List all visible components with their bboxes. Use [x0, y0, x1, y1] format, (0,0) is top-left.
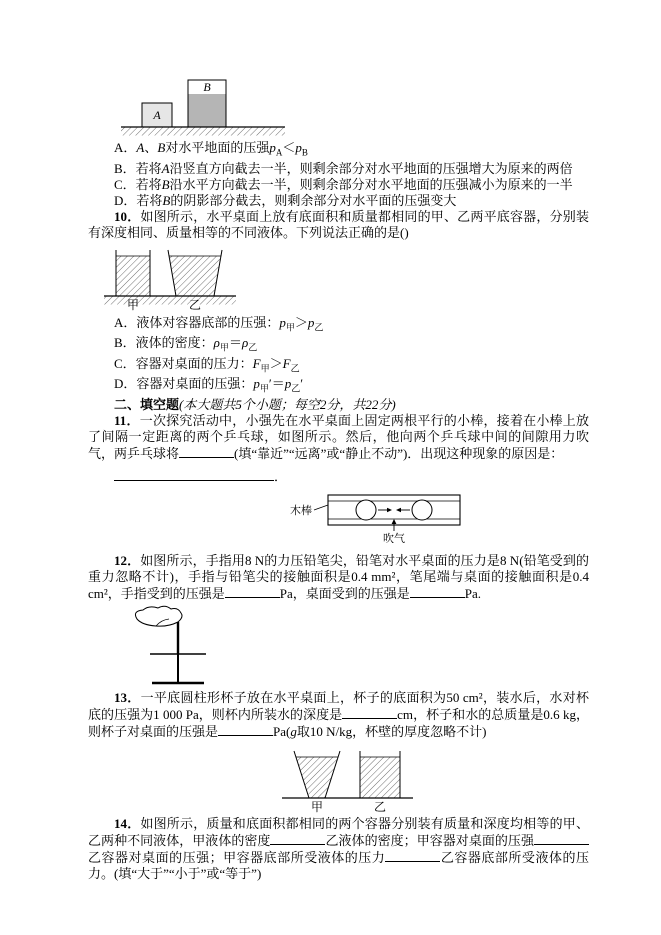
- container-yi-label: 乙: [188, 297, 202, 311]
- blank-underline: [410, 585, 465, 598]
- blow-arrowhead: [392, 519, 397, 524]
- q11-answer-line: ．: [88, 468, 589, 485]
- blocks-figure: [118, 70, 288, 136]
- right-ball-arrowhead: [396, 508, 401, 513]
- q14-stem: 14．如图所示，质量和底面积都相同的两个容器分别装有质量和深度均相等的甲、乙两种不同液体，甲液体的密度 乙液体的密度；甲容器对桌面的压强乙容器对桌面的压强；甲容器底部所受液体的压力 乙容器底部所受液体的压力。(填“大于”“小于”或“等于”): [88, 815, 589, 881]
- q9-option-d: D．若将B的阴影部分截去，则剩余部分对水平面的压强变大: [114, 192, 457, 208]
- blank-underline: [385, 849, 440, 862]
- q10-option-b: B．液体的密度：$\rho_甲=\rho_乙$: [114, 335, 258, 353]
- pingpong-figure: [288, 491, 473, 543]
- q10-stem: 10．如图所示，水平桌面上放有底面积和质量都相同的甲、乙两平底容器，分别装有深度相同、质量相等的不同液体。下列说法正确的是(): [88, 208, 589, 240]
- block-a-label: A: [153, 108, 161, 122]
- block-b-label: B: [203, 80, 211, 94]
- stick-label: 木棒: [290, 504, 312, 517]
- block-b-shaded-part: [189, 94, 226, 127]
- container-yi-liquid: [361, 757, 400, 798]
- q9-option-b: B．若将A沿竖直方向截去一半，则剩余部分对水平地面的压强增大为原来的两倍: [114, 160, 573, 176]
- q13-stem: 13．一平底圆柱形杯子放在水平桌面上，杯子的底面积为50 cm²，装水后，水对杯底的压强为1 000 Pa，则杯内所装水的深度是 cm，杯子和水的总质量是0.6 kg，则杯子对桌面的压强是 Pa(g取10 N/kg，杯壁的厚度忽略不计): [88, 689, 589, 739]
- blank-underline: [179, 445, 234, 458]
- ground-hatch: [104, 296, 236, 304]
- container-jia-liquid: [117, 256, 150, 296]
- blank-underline: [225, 585, 280, 598]
- q12-stem: 12．如图所示，手指用8 N的力压铅笔尖，铅笔对水平桌面的压力是8 N(铅笔受到的重力忽略不计)，手指与铅笔尖的接触面积是0.4 mm²，笔尾端与桌面的接触面积是0.4 cm²，手指受到的压强是 Pa，桌面受到的压强是 Pa.: [88, 552, 589, 601]
- container-jia-label: 甲: [126, 297, 140, 311]
- blank-underline: [534, 832, 589, 845]
- q10-option-d: D．容器对桌面的压强：$p_甲'=p_乙'$: [114, 376, 304, 394]
- blank-underline: [342, 706, 397, 719]
- pencil: [177, 622, 179, 654]
- container-yi-label: 乙: [373, 799, 387, 814]
- left-ball-arrowhead: [387, 508, 392, 513]
- pingpong-ball-right: [412, 500, 432, 520]
- container-yi-liquid: [169, 256, 221, 296]
- blank-underline: [270, 832, 325, 845]
- blank-underline: [218, 723, 273, 736]
- containers-figure-q14: [280, 746, 415, 814]
- containers-figure-q10: [100, 245, 240, 311]
- stick-pointer-line: [314, 505, 328, 510]
- q9-option-c: C．若将B沿水平方向截去一半，则剩余部分对水平地面的压强减小为原来的一半: [114, 176, 573, 192]
- ground-hatch: [121, 128, 285, 136]
- q10-option-a: A．液体对容器底部的压强：$p_甲>p_乙$: [114, 314, 324, 333]
- blank-underline: [114, 468, 274, 481]
- hand-pencil-figure: [116, 604, 241, 688]
- container-jia-label: 甲: [310, 799, 324, 814]
- q9-option-a: A．A、B对水平地面的压强$p_A<p_B$: [114, 140, 308, 158]
- q10-option-c: C．容器对桌面的压力：$F_甲>F_乙$: [114, 355, 300, 374]
- pingpong-ball-left: [356, 500, 376, 520]
- section2-title: 二、填空题(本大题共5个小题；每空2分，共22分): [114, 396, 396, 412]
- q11-stem: 11．一次探究活动中，小强先在水平桌面上固定两根平行的小棒，接着在小棒上放了间隔一定距离的两个乒乓球，如图所示。然后，他向两个乒乓球中间的间隙用力吹气，两乒乓球将 (填“靠近”“远离”或“静止不动”)．出现这种现象的原因是：: [88, 412, 589, 461]
- blow-label: 吹气: [383, 532, 405, 543]
